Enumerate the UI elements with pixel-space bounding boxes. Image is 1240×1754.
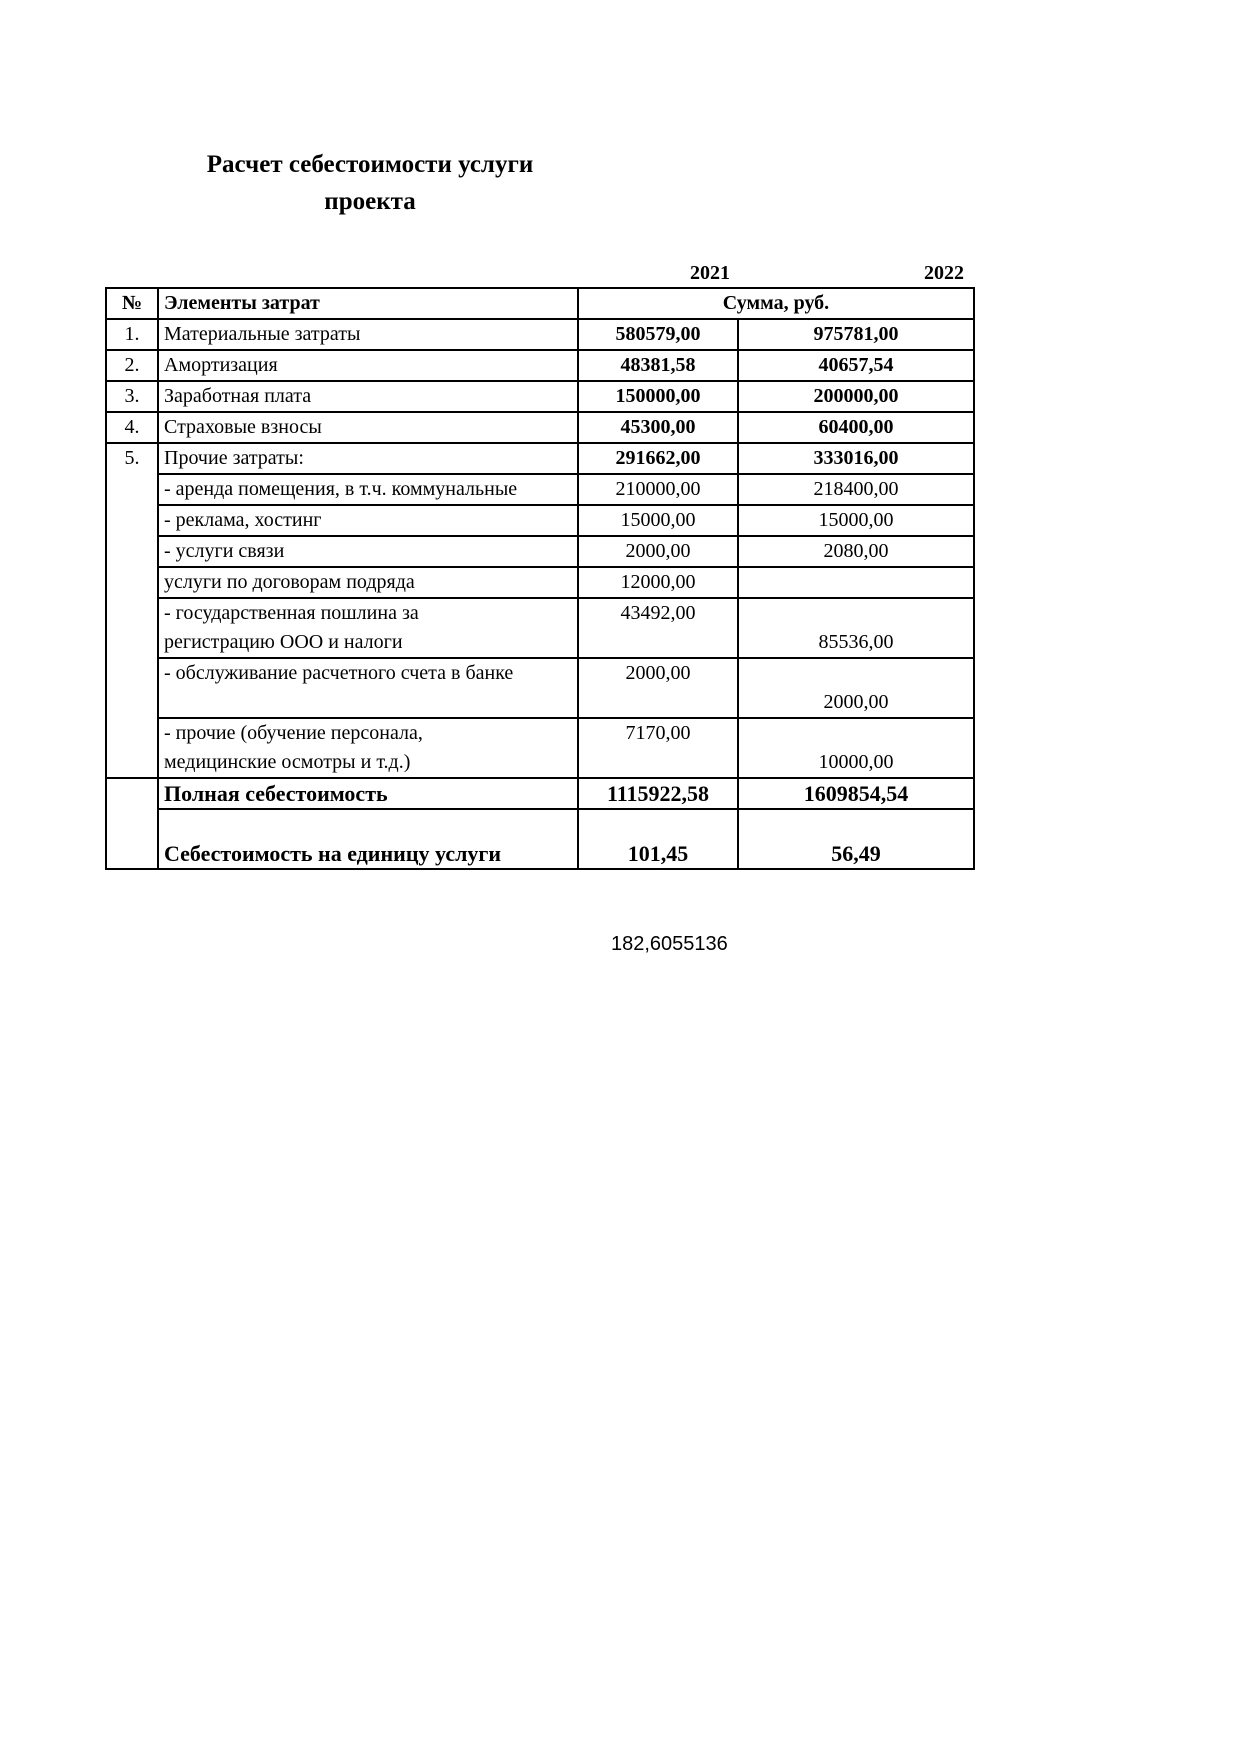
sub-row-value-2021: 12000,00 [578,567,738,598]
sub-row-value-2021: 210000,00 [578,474,738,505]
sub-row-value-2022: 218400,00 [738,474,974,505]
row-name: Прочие затраты: [158,443,578,474]
sub-row-name: - аренда помещения, в т.ч. коммунальные [158,474,578,505]
sub-row-value-2022: 15000,00 [738,505,974,536]
sub-row-value-2021: 15000,00 [578,505,738,536]
sub-row-name-line: - государственная пошлина за [164,602,419,624]
table-row [106,350,974,381]
full-cost-2022: 1609854,54 [738,778,974,809]
table-sub-row [106,536,974,567]
title-line-1: Расчет себестоимости услуги [206,151,534,178]
unit-cost-label: Себестоимость на единицу услуги [158,809,578,869]
table-sub-row [106,505,974,536]
unit-cost-row [106,809,974,869]
sub-row-name [158,598,578,658]
row-value-2022: 60400,00 [738,412,974,443]
table-sub-row [106,598,974,658]
sub-row-value-2022: 2080,00 [738,536,974,567]
row-name: Амортизация [158,350,578,381]
sub-row-value-2022-text: 2000,00 [823,691,889,713]
sub-row-name-line: - прочие (обучение персонала, [164,722,423,744]
table-row [106,412,974,443]
title-line-2: проекта [324,188,416,215]
cost-table [105,287,975,870]
table-header-row [106,288,974,319]
row-no: 3. [106,381,158,412]
sub-row-value-2022-text: 85536,00 [818,631,894,653]
row-value-2021: 580579,00 [578,319,738,350]
sub-row-name [158,718,578,778]
row-value-2021: 48381,58 [578,350,738,381]
table-sub-row [106,567,974,598]
row-no: 5. [106,443,158,778]
sub-row-name [158,658,578,718]
row-name: Заработная плата [158,381,578,412]
table-row [106,319,974,350]
row-value-2021: 291662,00 [578,443,738,474]
sub-row-name: услуги по договорам подряда [158,567,578,598]
row-name: Страховые взносы [158,412,578,443]
row-value-2021: 150000,00 [578,381,738,412]
row-value-2021: 45300,00 [578,412,738,443]
footnote-value: 182,6055136 [611,933,728,955]
header-elements: Элементы затрат [158,288,578,319]
unit-cost-2021: 101,45 [578,809,738,869]
row-no: 4. [106,412,158,443]
full-cost-label: Полная себестоимость [158,778,578,809]
total-row [106,778,974,809]
sub-row-value-2021: 2000,00 [578,658,738,718]
row-name: Материальные затраты [158,319,578,350]
table-sub-row [106,718,974,778]
sub-row-value-2021: 2000,00 [578,536,738,567]
header-no: № [106,288,158,319]
table-sub-row [106,474,974,505]
total-no-cell [106,778,158,869]
sub-row-name-line: регистрацию ООО и налоги [164,631,403,653]
sub-row-value-2022 [738,718,974,778]
sub-row-name: - реклама, хостинг [158,505,578,536]
unit-cost-2022: 56,49 [738,809,974,869]
sub-row-value-2022 [738,598,974,658]
document-title [160,146,580,220]
sub-row-value-2022 [738,658,974,718]
table-row [106,443,974,474]
sub-row-value-2021: 7170,00 [578,718,738,778]
row-no: 2. [106,350,158,381]
full-cost-2021: 1115922,58 [578,778,738,809]
table-row [106,381,974,412]
year-2022-label: 2022 [924,262,964,284]
year-2021-label: 2021 [690,262,730,284]
sub-row-value-2022 [738,567,974,598]
sub-row-name-line: - обслуживание расчетного счета в банке [164,662,514,684]
sub-row-value-2021: 43492,00 [578,598,738,658]
row-value-2022: 333016,00 [738,443,974,474]
header-sum: Сумма, руб. [578,288,974,319]
row-no: 1. [106,319,158,350]
sub-row-name: - услуги связи [158,536,578,567]
row-value-2022: 200000,00 [738,381,974,412]
row-value-2022: 40657,54 [738,350,974,381]
sub-row-name-line: медицинские осмотры и т.д.) [164,751,411,773]
sub-row-value-2022-text: 10000,00 [818,751,894,773]
row-value-2022: 975781,00 [738,319,974,350]
table-sub-row [106,658,974,718]
